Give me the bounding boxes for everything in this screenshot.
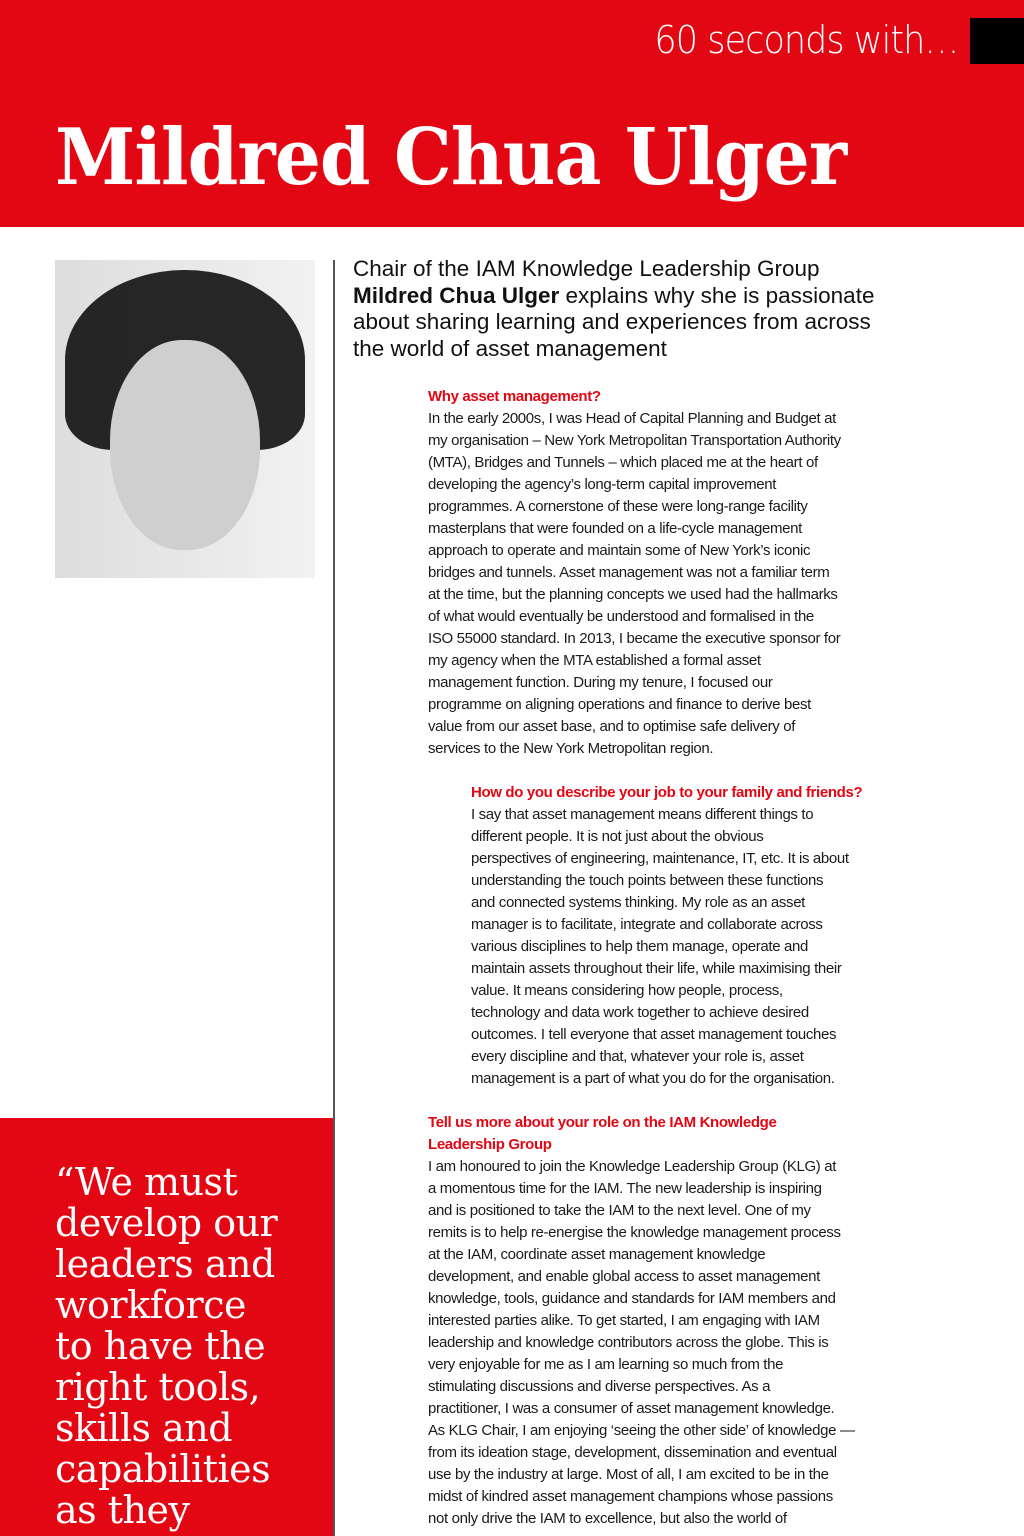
body-line: In the early 2000s, I was Head of Capital Planning and Budget at	[428, 410, 836, 427]
section-heading: Tell us more about your role on the IAM Knowledge	[428, 1114, 777, 1131]
intro-standfirst	[353, 256, 874, 362]
section-klg-role	[428, 1112, 855, 1530]
body-line: my organisation – New York Metropolitan Transportation Authority	[428, 432, 841, 449]
intro-line: about sharing learning and experiences from across	[353, 309, 871, 334]
body-line: very enjoyable for me as I am learning so much from the	[428, 1356, 784, 1373]
portrait-photo	[55, 260, 315, 578]
body-line: understanding the touch points between these functions	[471, 872, 824, 889]
body-line: of what would eventually be understood and formalised in the	[428, 608, 814, 625]
pull-quote-box	[0, 1118, 333, 1536]
body-line: masterplans that were founded on a life-cycle management	[428, 520, 802, 537]
quote-line: “We must	[55, 1160, 238, 1204]
body-line: technology and data work together to achieve desired	[471, 1004, 809, 1021]
section-describe-job	[471, 782, 862, 1090]
body-line: manager is to facilitate, integrate and collaborate across	[471, 916, 823, 933]
body-line: (MTA), Bridges and Tunnels – which placed me at the heart of	[428, 454, 818, 471]
quote-line: leaders and	[55, 1242, 275, 1286]
quote-line: as they	[55, 1488, 190, 1532]
body-line: programmes. A cornerstone of these were long-range facility	[428, 498, 808, 515]
body-line: various disciplines to help them manage, operate and	[471, 938, 809, 955]
body-line: services to the New York Metropolitan region.	[428, 740, 714, 757]
section-heading: Why asset management?	[428, 388, 601, 405]
pull-quote	[55, 1162, 277, 1531]
body-line: ISO 55000 standard. In 2013, I became the executive sponsor for	[428, 630, 841, 647]
page-title: Mildred Chua Ulger	[55, 112, 847, 203]
body-line: not only drive the IAM to excellence, but also the world of	[428, 1510, 787, 1527]
section-heading: Leadership Group	[428, 1136, 552, 1153]
body-line: use by the industry at large. Most of all, I am excited to be in the	[428, 1466, 829, 1483]
intro-text: explains why she is passionate	[559, 282, 875, 308]
body-line: leadership and knowledge contributors across the globe. This is	[428, 1334, 829, 1351]
body-line: programme on aligning operations and finance to derive best	[428, 696, 811, 713]
column-divider	[333, 260, 335, 1536]
black-tab-block	[970, 18, 1024, 64]
body-line: bridges and tunnels. Asset management was not a familiar term	[428, 564, 830, 581]
body-line: knowledge, tools, guidance and standards for IAM members and	[428, 1290, 836, 1307]
body-line: value from our asset base, and to optimise safe delivery of	[428, 718, 796, 735]
section-heading: How do you describe your job to your family and friends?	[471, 784, 863, 801]
body-line: and connected systems thinking. My role as an asset	[471, 894, 805, 911]
quote-line: right tools,	[55, 1365, 261, 1409]
body-line: management is a part of what you do for the organisation.	[471, 1070, 835, 1087]
body-line: remits is to help re-energise the knowledge management process	[428, 1224, 841, 1241]
quote-line: skills and	[55, 1406, 233, 1450]
body-line: perspectives of engineering, maintenance, IT, etc. It is about	[471, 850, 849, 867]
intro-line: the world of asset management	[353, 335, 667, 361]
body-line: I say that asset management means different things to	[471, 806, 814, 823]
quote-line: capabilities	[55, 1447, 271, 1491]
body-line: different people. It is not just about the obvious	[471, 828, 764, 845]
body-line: every discipline and that, whatever your role is, asset	[471, 1048, 804, 1065]
body-line: maintain assets throughout their life, while maximising their	[471, 960, 842, 977]
body-line: my agency when the MTA established a formal asset	[428, 652, 761, 669]
section-why-asset-management	[428, 386, 841, 760]
quote-line: workforce	[55, 1283, 246, 1327]
body-line: practitioner, I was a consumer of asset management knowledge.	[428, 1400, 835, 1417]
body-line: at the time, but the planning concepts we used had the hallmarks	[428, 586, 838, 603]
body-line: value. It means considering how people, process,	[471, 982, 783, 999]
body-line: development, and enable global access to asset management	[428, 1268, 820, 1285]
body-line: outcomes. I tell everyone that asset management touches	[471, 1026, 837, 1043]
body-line: midst of kindred asset management champions whose passions	[428, 1488, 833, 1505]
body-line: and is positioned to take the IAM to the next level. One of my	[428, 1202, 811, 1219]
body-line: stimulating discussions and diverse perspectives. As a	[428, 1378, 771, 1395]
body-line: developing the agency’s long-term capital improvement	[428, 476, 777, 493]
body-line: at the IAM, coordinate asset management knowledge	[428, 1246, 766, 1263]
body-line: As KLG Chair, I am enjoying ‘seeing the other side’ of knowledge —	[428, 1422, 855, 1439]
intro-line: Chair of the IAM Knowledge Leadership Group	[353, 256, 820, 281]
quote-line: develop our	[55, 1201, 278, 1245]
body-line: I am honoured to join the Knowledge Leadership Group (KLG) at	[428, 1158, 837, 1175]
series-kicker: 60 seconds with…	[653, 18, 958, 62]
header-banner	[0, 0, 1024, 227]
quote-line: to have the	[55, 1324, 266, 1368]
intro-line	[353, 283, 874, 310]
body-line: interested parties alike. To get started, I am engaging with IAM	[428, 1312, 820, 1329]
body-line: management function. During my tenure, I focused our	[428, 674, 773, 691]
body-line: approach to operate and maintain some of New York’s iconic	[428, 542, 811, 559]
body-line: a momentous time for the IAM. The new leadership is inspiring	[428, 1180, 822, 1197]
intro-name: Mildred Chua Ulger	[353, 282, 560, 308]
body-line: from its ideation stage, development, dissemination and eventual	[428, 1444, 837, 1461]
